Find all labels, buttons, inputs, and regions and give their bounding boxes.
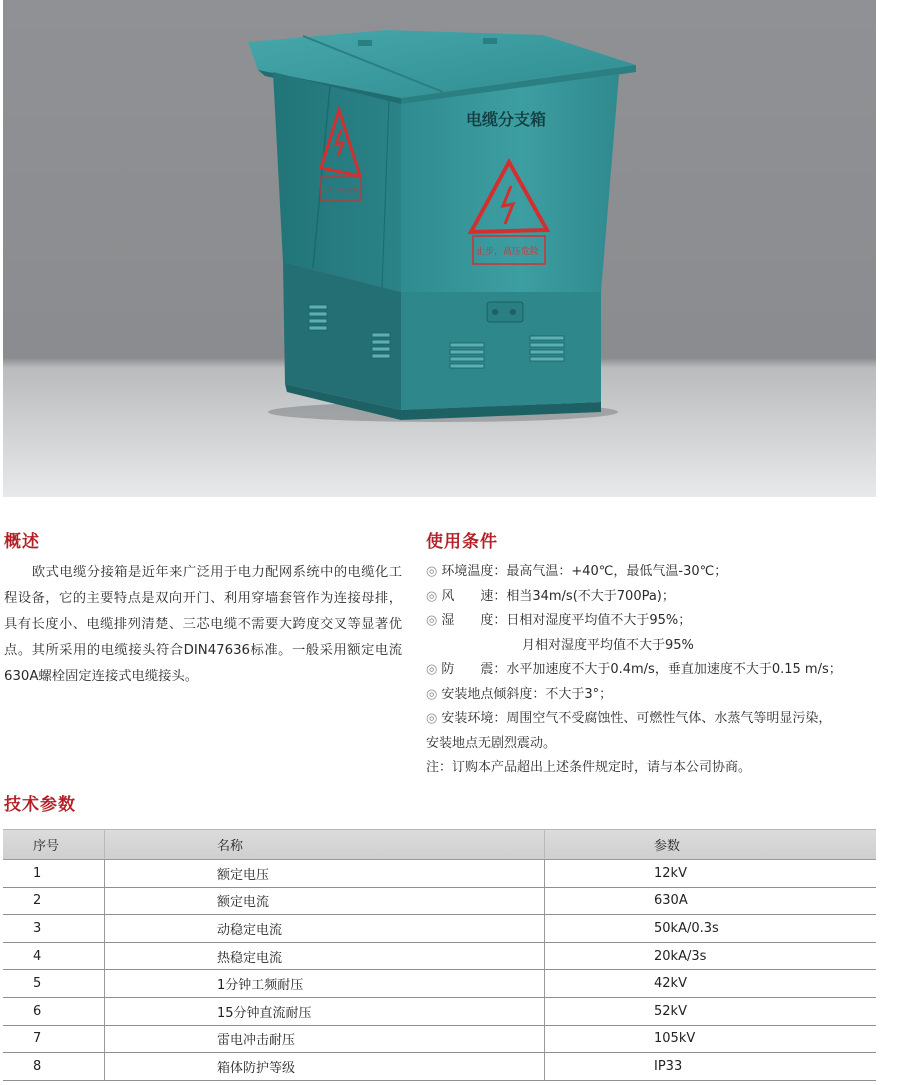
condition-item-humidity-monthly: 月相对湿度平均值不大于95% (522, 637, 694, 653)
warning-text: 止步，高压危险 (476, 247, 540, 257)
box-label: 电缆分支箱 (466, 110, 547, 129)
specs-title: 技术参数 (4, 795, 76, 815)
condition-note: 注：订购本产品超出上述条件规定时，请与本公司协商。 (426, 760, 752, 775)
header-index: 序号 (3, 830, 105, 859)
table-row: 3 动稳定电流 50kA/0.3s (3, 915, 876, 943)
condition-item-environment-cont: 安装地点无剧烈震动。 (426, 735, 557, 751)
bullet-icon: ◎ (426, 588, 438, 604)
conditions-list (426, 560, 900, 781)
overview-title: 概述 (4, 532, 40, 552)
warning-text-small: 止步，高压危险 (323, 188, 359, 194)
bullet-icon: ◎ (426, 686, 438, 702)
condition-item-tilt: ◎ 安装地点倾斜度：不大于3°； (426, 686, 613, 702)
specs-table (3, 829, 876, 1081)
table-row: 4 热稳定电流 20kA/3s (3, 943, 876, 971)
bullet-icon: ◎ (426, 711, 438, 726)
condition-item-seismic: ◎ 防 震：水平加速度不大于0.4m/s，垂直加速度不大于0.15 m/s； (426, 662, 842, 677)
header-name: 名称 (105, 830, 545, 859)
header-value: 参数 (654, 839, 681, 854)
table-row: 1 额定电压 12kV (3, 860, 876, 888)
condition-item-environment: ◎ 安装环境：周围空气不受腐蚀性、可燃性气体、水蒸气等明显污染， (426, 711, 832, 726)
table-row: 2 额定电流 630A (3, 888, 876, 916)
bullet-icon: ◎ (426, 662, 438, 677)
bullet-icon: ◎ (426, 613, 438, 628)
conditions-title: 使用条件 (426, 532, 498, 552)
table-row: 6 15分钟直流耐压 52kV (3, 998, 876, 1026)
cable-branch-box-image (3, 0, 876, 497)
bullet-icon: ◎ (426, 564, 438, 579)
table-row: 7 雷电冲击耐压 105kV (3, 1026, 876, 1054)
table-header (3, 829, 876, 860)
condition-item-wind: ◎ 风 速：相当34m/s(不大于700Pa)； (426, 588, 675, 604)
product-photo (3, 0, 876, 497)
overview-body: 欧式电缆分接箱是近年来广泛用于电力配网系统中的电缆化工程设备，它的主要特点是双向开门、利用穿墙套管作为连接母排，具有长度小、电缆排列清楚、三芯电缆不需要大跨度交叉等显著优点。其所采用的电缆接头符合DIN47636标准。一般采用额定电流630A螺栓固定连接式电缆接头。 (4, 565, 402, 684)
table-row: 8 箱体防护等级 IP33 (3, 1053, 876, 1081)
table-row: 5 1分钟工频耐压 42kV (3, 970, 876, 998)
condition-item-humidity: ◎ 湿 度：日相对湿度平均值不大于95%； (426, 613, 692, 628)
condition-item-temperature: ◎ 环境温度：最高气温：+40℃，最低气温-30℃； (426, 564, 728, 579)
